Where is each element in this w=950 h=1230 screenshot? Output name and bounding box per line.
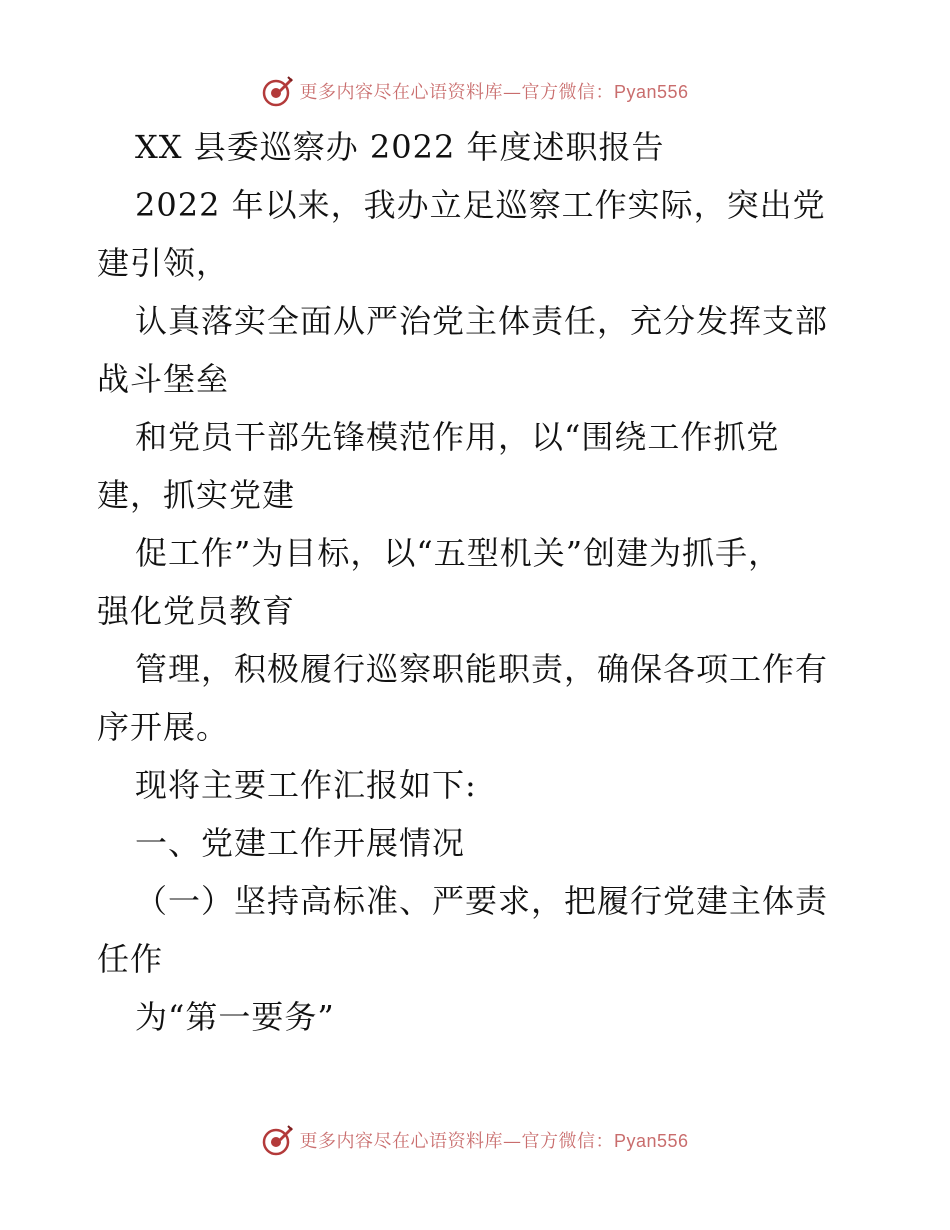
paragraph-line: 任作 [97, 940, 164, 978]
watermark-contact: 官方微信： [521, 1131, 614, 1152]
pen-circle-logo-icon [261, 1123, 295, 1157]
footer-watermark [0, 1120, 950, 1160]
paragraph-line: 建引领， [97, 244, 230, 282]
paragraph-line: 2022 年以来，我办立足巡察工作实际，突出党 [135, 186, 826, 224]
paragraph-line: 认真落实全面从严治党主体责任，充分发挥支部 [135, 302, 829, 340]
watermark-slogan: 更多内容尽在心语资料库 [299, 82, 503, 103]
paragraph-line: 战斗堡垒 [97, 360, 230, 398]
header-watermark [0, 71, 950, 111]
paragraph-line: 为“第一要务” [135, 998, 335, 1036]
paragraph-line: 管理，积极履行巡察职能职责，确保各项工作有 [135, 650, 829, 688]
watermark-account: Pyan556 [613, 1131, 689, 1151]
pen-circle-logo-icon [261, 74, 295, 108]
subsection-heading: （一）坚持高标准、严要求，把履行党建主体责 [135, 882, 829, 920]
section-heading: 一、党建工作开展情况 [135, 824, 466, 862]
paragraph-line: 促工作”为目标，以“五型机关”创建为抓手， [135, 534, 782, 572]
paragraph-line: 现将主要工作汇报如下: [135, 766, 477, 804]
watermark-slogan: 更多内容尽在心语资料库 [299, 1131, 503, 1152]
watermark-text [299, 1127, 688, 1153]
paragraph-line: 和党员干部先锋模范作用，以“围绕工作抓党 [135, 418, 780, 456]
document-title: XX 县委巡察办 2022 年度述职报告 [135, 128, 665, 166]
watermark-text [299, 78, 688, 104]
watermark-account: Pyan556 [613, 82, 689, 102]
watermark-dash: — [502, 82, 522, 103]
paragraph-line: 序开展。 [97, 708, 230, 746]
watermark-contact: 官方微信： [521, 82, 614, 103]
paragraph-line: 建，抓实党建 [97, 476, 296, 514]
watermark-dash: — [502, 1131, 522, 1152]
paragraph-line: 强化党员教育 [97, 592, 296, 630]
